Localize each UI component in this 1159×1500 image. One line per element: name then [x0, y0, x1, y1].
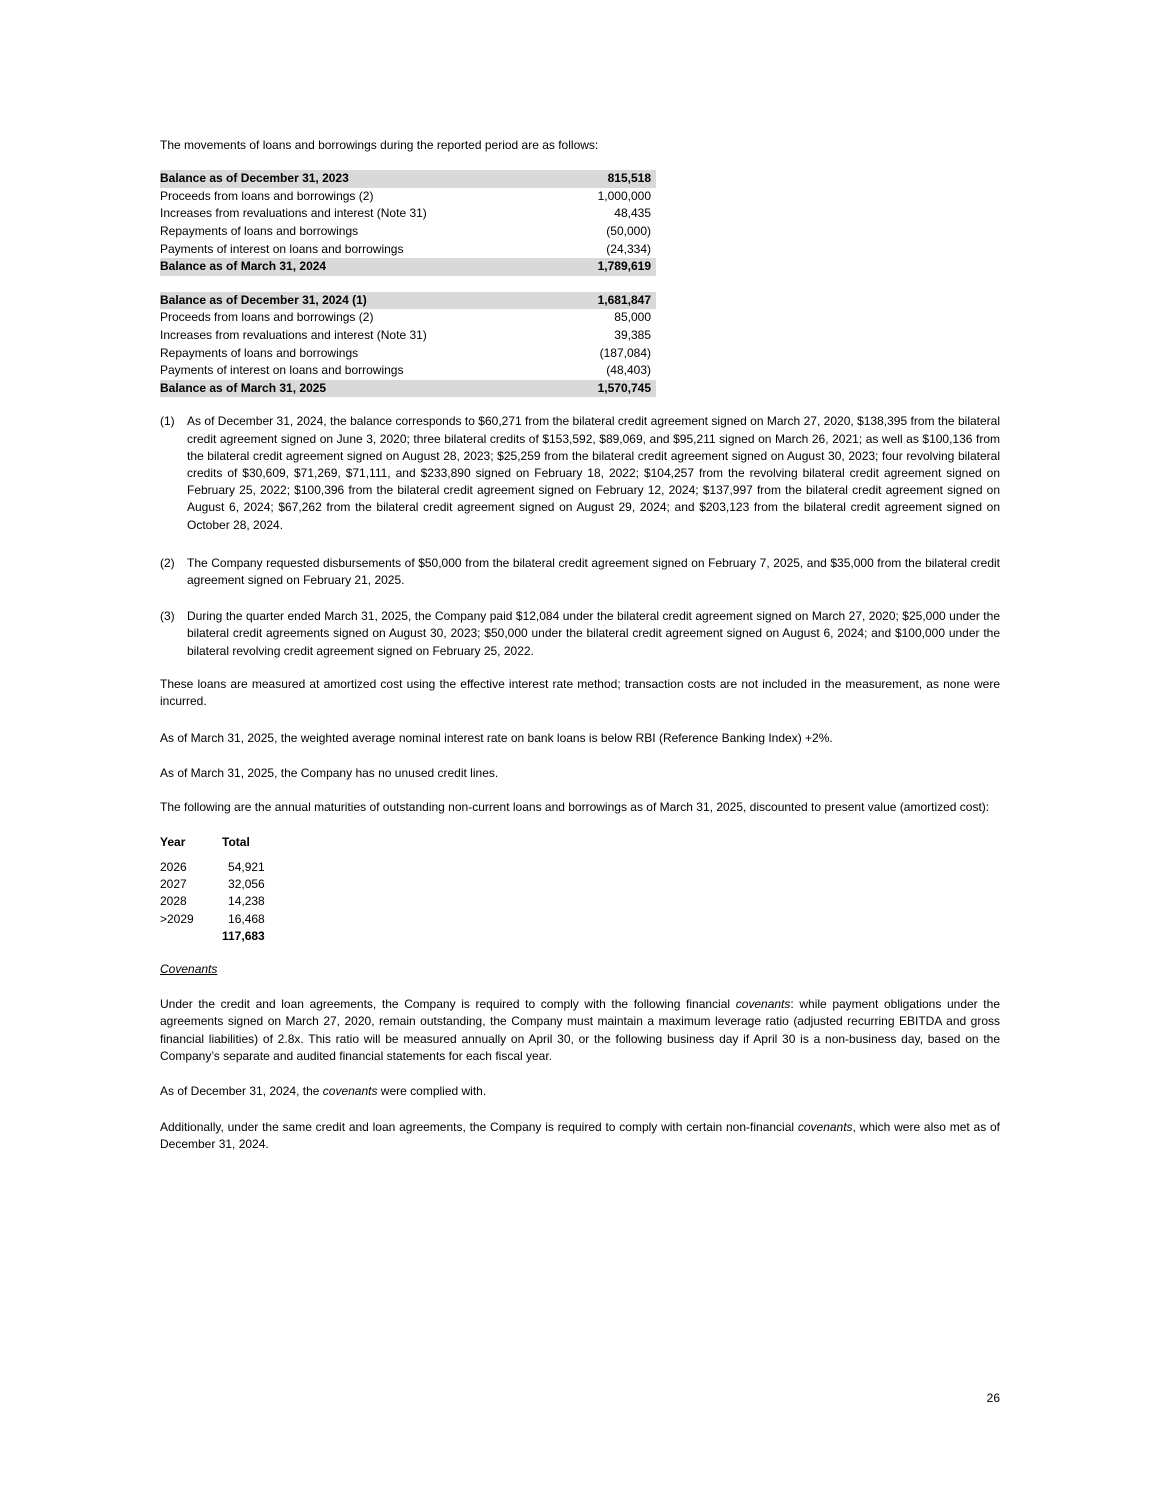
- footnote-text: The Company requested disbursements of $50,000 from the bilateral credit agreement signed on February 7, 2025, and $35,000 from the bilateral credit agreement signed on February 21, 2025.: [187, 555, 1000, 587]
- table-row: [160, 241, 656, 259]
- row-label: Repayments of loans and borrowings: [160, 345, 359, 360]
- maturity-total: 32,056: [228, 877, 265, 892]
- table-row: [160, 327, 656, 345]
- row-label: Payments of interest on loans and borrowings: [160, 363, 404, 378]
- covenants-paragraph-2: [160, 1083, 1000, 1100]
- row-label: Balance as of December 31, 2023: [160, 171, 349, 186]
- text-run-italic: covenants: [322, 1084, 378, 1099]
- footnote-marker: (1): [160, 414, 175, 429]
- table-row: [160, 292, 656, 310]
- footnote-text: During the quarter ended March 31, 2025, the Company paid $12,084 under the bilateral credit agreement signed on March 27, 2020; $25,000 under the bilateral credit agreements signed on August 30, 2023; $50,000 under the bilateral credit agreement signed on August 6, 2024; and $100,000 under the bilateral revolving credit agreement signed on February 25, 2022.: [187, 609, 1000, 658]
- footnote-3: [160, 608, 1000, 660]
- text-run: As of December 31, 2024, the: [160, 1084, 323, 1099]
- table-row: [160, 170, 656, 188]
- paragraph-interest-rate: As of March 31, 2025, the weighted average nominal interest rate on bank loans is below RBI (Reference Banking Index) +2%.: [160, 731, 833, 746]
- maturity-total: 54,921: [228, 859, 265, 874]
- table-row: [160, 258, 656, 276]
- row-value: 85,000: [614, 310, 651, 325]
- text-run-italic: covenants: [735, 997, 791, 1012]
- row-label: Increases from revaluations and interest (Note 31): [160, 327, 427, 342]
- row-label: Proceeds from loans and borrowings (2): [160, 188, 374, 203]
- paragraph-maturities-intro: The following are the annual maturities of outstanding non-current loans and borrowings as of March 31, 2025, discounted to present value (amortized cost):: [160, 799, 990, 814]
- maturity-total: 14,238: [228, 894, 265, 909]
- row-value: 39,385: [614, 327, 651, 342]
- maturities-table: [160, 834, 1000, 945]
- text-run-italic: covenants: [797, 1120, 853, 1135]
- paragraph-credit-lines: As of March 31, 2025, the Company has no unused credit lines.: [160, 766, 499, 781]
- paragraph-amortized-cost: These loans are measured at amortized cost using the effective interest rate method; transaction costs are not included in the measurement, as none were incurred.: [160, 676, 1000, 708]
- footnote-text: As of December 31, 2024, the balance corresponds to $60,271 from the bilateral credit agreement signed on March 27, 2020, $138,395 from the bilateral credit agreement signed on June 3, 2020; three bilateral credits of $153,592, $89,069, and $95,211 signed on March 26, 2021; as well as $100,136 from the bilateral credit agreement signed on August 28, 2023; $25,259 from the bilateral credit agreement signed on August 30, 2023; four revolving bilateral credits of $30,609, $71,269, $71,111, and $233,890 signed on February 18, 2022; $104,257 from the revolving bilateral credit agreement signed on February 25, 2022; $100,396 from the bilateral credit agreement signed on February 12, 2024; $137,997 from the bilateral credit agreement signed on August 6, 2024; $67,262 from the bilateral credit agreement signed on August 29, 2024; and $203,123 from the bilateral credit agreement signed on October 28, 2024.: [187, 414, 1000, 532]
- movements-table-2024: [160, 170, 656, 276]
- movements-table-2025: [160, 292, 656, 398]
- table-row: [160, 380, 656, 398]
- row-value: 48,435: [614, 206, 651, 221]
- text-run: were complied with.: [377, 1084, 487, 1099]
- footnote-2: [160, 555, 1000, 589]
- row-label: Payments of interest on loans and borrowings: [160, 241, 404, 256]
- text-run: : while payment obligations under the agreements signed on March 27, 2020, remain outstanding, the Company must maintain a maximum leverage ratio (adjusted recurring EBITDA and gross financial liabilities) of 2.8x. This ratio will be measured annually on April 30, or the following business day if April 30 is a non-business day, based on the Company’s separate and audited financial statements for each fiscal year.: [160, 997, 1000, 1063]
- page-number: 26: [986, 1391, 1000, 1405]
- row-label: Increases from revaluations and interest (Note 31): [160, 206, 427, 221]
- row-label: Balance as of December 31, 2024 (1): [160, 292, 367, 307]
- table-row: [160, 188, 656, 206]
- row-value: 1,000,000: [597, 188, 651, 203]
- maturity-grand-total: 117,683: [222, 928, 265, 943]
- text-run: Under the credit and loan agreements, the Company is required to comply with the following financial: [160, 997, 736, 1012]
- covenants-heading: Covenants: [160, 962, 218, 976]
- maturity-year: >2029: [160, 911, 194, 926]
- table-row: [160, 223, 656, 241]
- table-spacer: [160, 851, 265, 859]
- row-label: Repayments of loans and borrowings: [160, 223, 359, 238]
- column-header-year: Year: [160, 834, 186, 849]
- row-value: 1,570,745: [597, 380, 651, 395]
- maturity-total: 16,468: [228, 911, 265, 926]
- row-value: (48,403): [606, 363, 651, 378]
- row-value: 1,681,847: [597, 292, 651, 307]
- maturity-year: 2027: [160, 877, 187, 892]
- column-header-total: Total: [222, 834, 250, 849]
- table-row: [160, 345, 656, 363]
- maturity-year: 2028: [160, 894, 187, 909]
- maturity-year: 2026: [160, 859, 187, 874]
- table-row: [160, 205, 656, 223]
- covenants-paragraph-3: [160, 1119, 1000, 1153]
- page-content: [160, 137, 1000, 1154]
- footnote-1: [160, 413, 1000, 533]
- covenants-paragraph-1: [160, 996, 1000, 1065]
- row-value: 815,518: [607, 171, 651, 186]
- footnote-marker: (2): [160, 555, 175, 570]
- text-run: , which were also met as of December 31, 2024.: [160, 1120, 1000, 1152]
- footnote-marker: (3): [160, 609, 175, 624]
- table-row: [160, 362, 656, 380]
- row-label: Balance as of March 31, 2024: [160, 259, 327, 274]
- text-run: Additionally, under the same credit and loan agreements, the Company is required to comply with certain non-financial: [160, 1120, 798, 1135]
- row-label: Balance as of March 31, 2025: [160, 380, 327, 395]
- row-label: Proceeds from loans and borrowings (2): [160, 310, 374, 325]
- table-row: [160, 309, 656, 327]
- row-value: 1,789,619: [597, 259, 651, 274]
- row-value: (24,334): [606, 241, 651, 256]
- row-value: (50,000): [606, 223, 651, 238]
- intro-paragraph: The movements of loans and borrowings during the reported period are as follows:: [160, 138, 599, 152]
- row-value: (187,084): [599, 345, 651, 360]
